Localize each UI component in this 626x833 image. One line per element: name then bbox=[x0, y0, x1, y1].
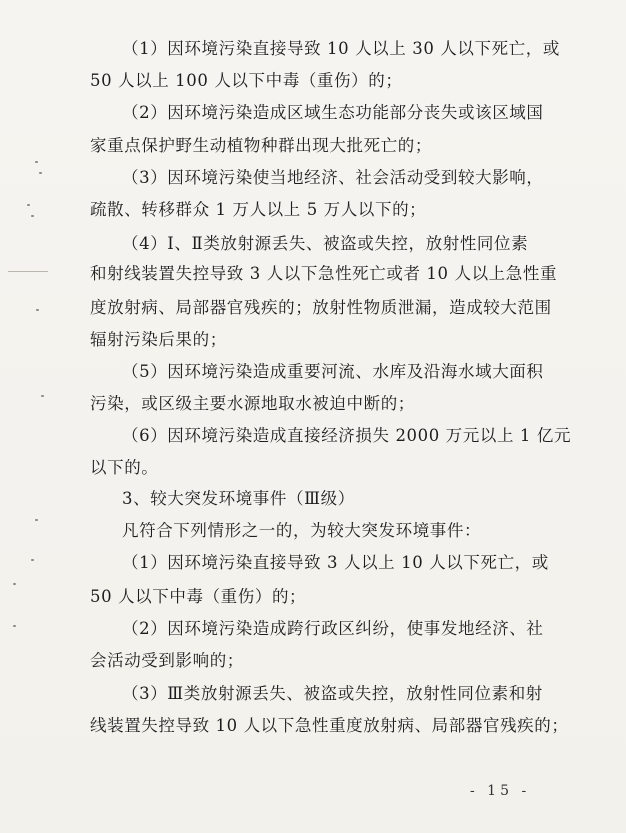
text-line: （3）因环境污染使当地经济、社会活动受到较大影响， bbox=[122, 168, 544, 187]
text-line: （1）因环境污染直接导致 10 人以上 30 人以下死亡，或 bbox=[122, 39, 560, 58]
section-heading: 3、较大突发环境事件（Ⅲ级） bbox=[122, 489, 355, 508]
text-line: 以下的。 bbox=[90, 458, 159, 477]
scan-mark bbox=[35, 519, 38, 521]
text-line: 度放射病、局部器官残疾的；放射性物质泄漏，造成较大范围 bbox=[90, 298, 552, 317]
scan-mark bbox=[13, 625, 16, 627]
scan-mark bbox=[36, 309, 39, 311]
text-line: （5）因环境污染造成重要河流、水库及沿海水域大面积 bbox=[122, 362, 544, 381]
text-line: （4）Ⅰ、Ⅱ类放射源丢失、被盗或失控，放射性同位素 bbox=[122, 234, 529, 253]
text-line: 凡符合下列情形之一的，为较大突发环境事件： bbox=[122, 521, 482, 540]
text-line: （2）因环境污染造成跨行政区纠纷，使事发地经济、社 bbox=[122, 619, 544, 638]
text-line: 疏散、转移群众 1 万人以上 5 万人以下的； bbox=[90, 200, 427, 219]
scan-mark bbox=[41, 395, 44, 397]
text-line: 家重点保护野生动植物种群出现大批死亡的； bbox=[90, 136, 432, 155]
text-line: 污染，或区级主要水源地取水被迫中断的； bbox=[90, 394, 415, 413]
scan-mark bbox=[27, 204, 30, 206]
scan-mark bbox=[31, 559, 34, 561]
scan-mark bbox=[31, 215, 34, 217]
scan-mark bbox=[35, 161, 38, 163]
text-line: （3）Ⅲ类放射源丢失、被盗或失控，放射性同位素和射 bbox=[122, 684, 543, 703]
text-line: （1）因环境污染直接导致 3 人以上 10 人以下死亡，或 bbox=[122, 553, 549, 572]
text-line: 线装置失控导致 10 人以下急性重度放射病、局部器官残疾的； bbox=[90, 716, 569, 735]
text-line: 会活动受到影响的； bbox=[90, 651, 244, 670]
text-line: （2）因环境污染造成区域生态功能部分丧失或该区域国 bbox=[122, 103, 544, 122]
scan-mark bbox=[13, 583, 16, 585]
page-number: - 15 - bbox=[470, 783, 531, 799]
text-line: 和射线装置失控导致 3 人以下急性死亡或者 10 人以上急性重 bbox=[90, 264, 558, 283]
text-line: （6）因环境污染造成直接经济损失 2000 万元以上 1 亿元 bbox=[122, 426, 572, 445]
scan-mark bbox=[8, 271, 48, 272]
scan-mark bbox=[39, 172, 42, 174]
text-line: 50 人以下中毒（重伤）的； bbox=[90, 587, 307, 606]
text-line: 50 人以上 100 人以下中毒（重伤）的； bbox=[90, 71, 403, 90]
text-line: 辐射污染后果的； bbox=[90, 330, 227, 349]
